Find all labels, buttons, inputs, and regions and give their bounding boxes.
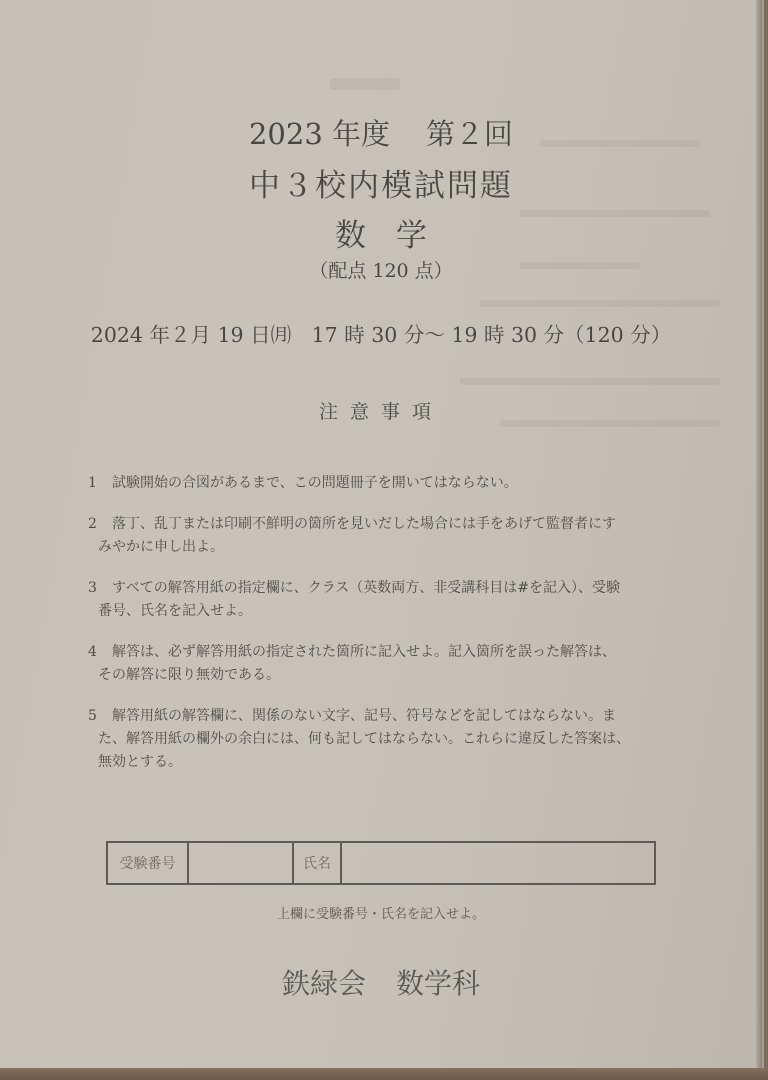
notice-item-number: 5	[88, 708, 97, 724]
exam-info-instruction: 上欄に受験番号・氏名を記入せよ。	[276, 907, 485, 922]
exam-number-label: 受験番号	[108, 843, 189, 883]
exam-year: 2023 年度	[248, 117, 390, 151]
name-label: 氏名	[294, 843, 342, 883]
issuer-org: 鉄緑会	[281, 967, 366, 1000]
notice-item	[88, 641, 718, 687]
subject-char-2: 学	[396, 218, 427, 254]
notice-item-text: すべての解答用紙の指定欄に、クラス（英数両方、非受講科目は#を記入）、受験	[112, 580, 621, 596]
notice-item-text: 解答用紙の解答欄に、関係のない文字、記号、符号などを記してはならない。ま	[112, 708, 616, 724]
notice-item	[88, 472, 718, 495]
issuer-dept: 数学科	[396, 967, 481, 1000]
notice-list	[88, 472, 718, 792]
notice-item	[88, 705, 718, 774]
issuer	[0, 962, 762, 1002]
name-field[interactable]	[342, 843, 654, 883]
show-through-mark	[330, 78, 400, 90]
notice-item	[88, 513, 718, 559]
notice-item-text: 試験開始の合図があるまで、この問題冊子を開いてはならない。	[112, 475, 518, 491]
exam-date-time: 2024 年２月 19 日㈪ 17 時 30 分～ 19 時 30 分（120 分）	[90, 323, 672, 347]
notice-item-number: 1	[88, 475, 97, 491]
exam-points: （配点 120 点）	[309, 260, 453, 282]
exam-info-box	[106, 841, 656, 885]
exam-year-round	[0, 112, 762, 153]
notice-item-text-cont: た、解答用紙の欄外の余白には、何も記してはならない。これらに違反した答案は、	[98, 731, 630, 747]
show-through-mark	[480, 300, 720, 307]
notice-item-text-cont: その解答に限り無効である。	[98, 667, 280, 683]
notice-item-text: 落丁、乱丁または印刷不鮮明の箇所を見いだした場合には手をあげて監督者にす	[112, 516, 616, 532]
subject-char-1: 数	[335, 218, 366, 254]
notice-item	[88, 577, 718, 623]
exam-round: 第２回	[426, 117, 514, 151]
notice-item-number: 3	[88, 580, 97, 596]
notice-item-text-cont: 番号、氏名を記入せよ。	[98, 603, 252, 619]
exam-subject	[0, 210, 762, 255]
exam-number-field[interactable]	[189, 843, 294, 883]
exam-title: 中３校内模試問題	[249, 168, 513, 204]
paper-edge	[756, 0, 762, 1070]
notice-item-number: 2	[88, 516, 97, 532]
notice-item-text-cont: 無効とする。	[98, 754, 182, 770]
notice-item-text-cont: みやかに申し出よ。	[98, 539, 224, 555]
desk-surface	[0, 1068, 768, 1080]
notice-item-text: 解答は、必ず解答用紙の指定された箇所に記入せよ。記入箇所を誤った解答は、	[112, 644, 616, 660]
notice-item-number: 4	[88, 644, 97, 660]
show-through-mark	[460, 378, 720, 385]
notice-heading: 注意事項	[318, 401, 443, 423]
